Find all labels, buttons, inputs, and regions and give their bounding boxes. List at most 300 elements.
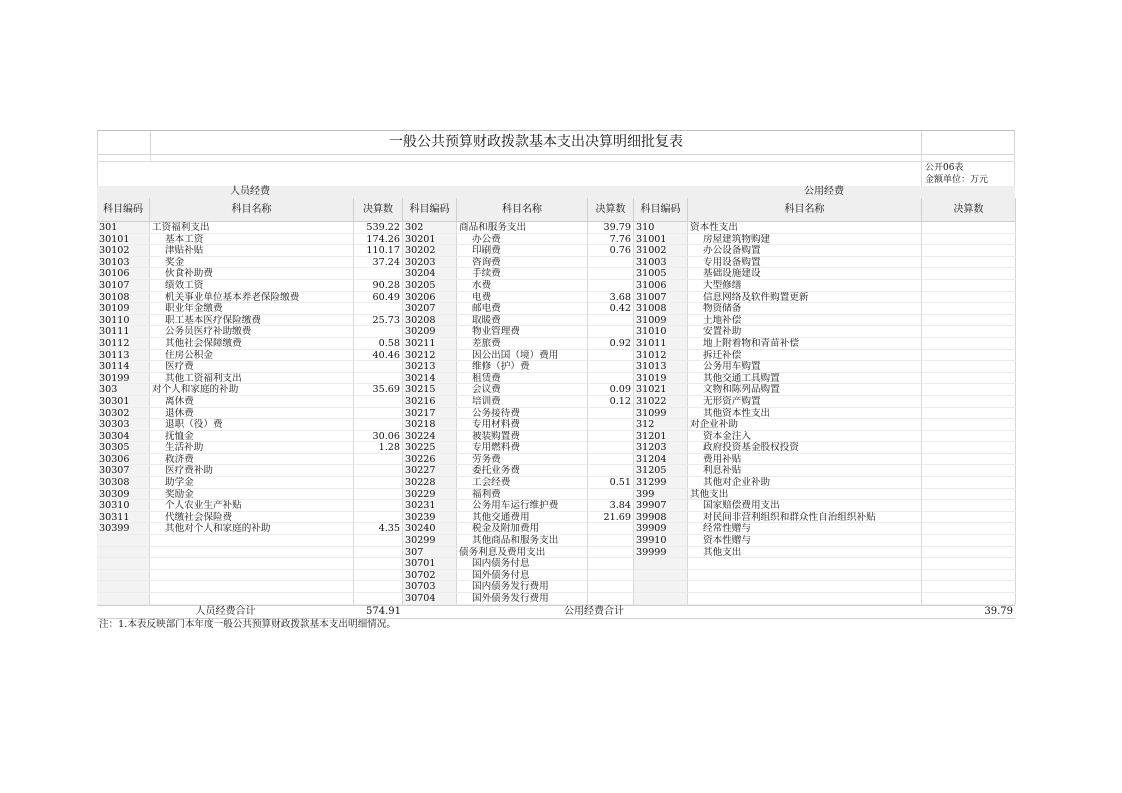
amount-cell <box>922 373 1016 385</box>
name-cell: 其他交通费用 <box>457 512 588 524</box>
code-cell: 30199 <box>97 373 150 385</box>
amount-cell <box>922 523 1016 535</box>
amount-cell <box>588 315 634 327</box>
amount-cell <box>588 326 634 338</box>
name-cell: 职工基本医疗保险缴费 <box>150 315 354 327</box>
name-cell: 无形资产购置 <box>688 396 922 408</box>
code-cell: 30307 <box>97 465 150 477</box>
code-cell: 30101 <box>97 234 150 246</box>
code-cell: 30208 <box>403 315 457 327</box>
name-cell: 国家赔偿费用支出 <box>688 500 922 512</box>
name-cell: 其他支出 <box>688 489 922 501</box>
amount-cell: 539.22 <box>354 222 403 234</box>
table-number: 公开06表 <box>921 162 1015 174</box>
code-cell: 30239 <box>403 512 457 524</box>
name-cell: 抚恤金 <box>150 431 354 443</box>
code-cell: 30228 <box>403 477 457 489</box>
amount-cell <box>588 465 634 477</box>
code-cell: 30303 <box>97 419 150 431</box>
amount-cell <box>354 373 403 385</box>
name-cell: 绩效工资 <box>150 280 354 292</box>
name-cell: 退职（役）费 <box>150 419 354 431</box>
name-cell <box>150 535 354 547</box>
amount-cell <box>922 547 1016 559</box>
spacer-row <box>97 154 1015 162</box>
code-cell: 30114 <box>97 361 150 373</box>
code-cell: 30108 <box>97 292 150 304</box>
name-cell: 住房公积金 <box>150 350 354 362</box>
name-cell: 债务利息及费用支出 <box>457 547 588 559</box>
name-cell: 对民间非营利组织和群众性自治组织补贴 <box>688 512 922 524</box>
amount-cell: 0.42 <box>588 303 634 315</box>
name-cell: 津贴补贴 <box>150 245 354 257</box>
page-title: 一般公共预算财政拨款基本支出决算明细批复表 <box>150 131 921 155</box>
code-cell: 31007 <box>634 292 688 304</box>
code-cell: 30217 <box>403 408 457 420</box>
name-cell: 奖金 <box>150 257 354 269</box>
name-cell <box>150 570 354 582</box>
code-cell: 39907 <box>634 500 688 512</box>
amount-cell <box>588 547 634 559</box>
header-code-3: 科目编码 <box>634 198 688 222</box>
footnote: 注：1.本表反映部门本年度一般公共预算财政拨款基本支出明细情况。 <box>99 618 396 630</box>
code-cell: 31002 <box>634 245 688 257</box>
name-cell: 福利费 <box>457 489 588 501</box>
name-cell: 国外债务发行费用 <box>457 593 588 605</box>
name-cell: 水费 <box>457 280 588 292</box>
code-cell: 30201 <box>403 234 457 246</box>
name-cell: 维修（护）费 <box>457 361 588 373</box>
amount-cell <box>354 547 403 559</box>
name-cell: 退休费 <box>150 408 354 420</box>
name-cell: 其他支出 <box>688 547 922 559</box>
amount-cell: 4.35 <box>354 523 403 535</box>
name-cell: 国内债务付息 <box>457 558 588 570</box>
code-cell: 30206 <box>403 292 457 304</box>
code-cell: 31201 <box>634 431 688 443</box>
name-cell: 资本金注入 <box>688 431 922 443</box>
amount-cell <box>588 350 634 362</box>
amount-cell <box>588 570 634 582</box>
amount-cell: 0.09 <box>588 384 634 396</box>
name-cell: 其他交通工具购置 <box>688 373 922 385</box>
amount-cell <box>354 419 403 431</box>
name-cell: 租赁费 <box>457 373 588 385</box>
code-cell: 31009 <box>634 315 688 327</box>
code-cell: 312 <box>634 419 688 431</box>
amount-cell <box>588 408 634 420</box>
amount-cell <box>922 477 1016 489</box>
code-cell: 30311 <box>97 512 150 524</box>
code-cell: 31203 <box>634 442 688 454</box>
name-cell: 离休费 <box>150 396 354 408</box>
amount-cell <box>588 535 634 547</box>
code-cell: 30111 <box>97 326 150 338</box>
code-cell: 30218 <box>403 419 457 431</box>
name-cell: 工会经费 <box>457 477 588 489</box>
group-header-row <box>97 186 1015 198</box>
name-cell <box>150 593 354 605</box>
amount-cell <box>588 431 634 443</box>
name-cell <box>150 581 354 593</box>
totals-row <box>97 605 1015 619</box>
code-cell: 30399 <box>97 523 150 535</box>
code-cell: 30304 <box>97 431 150 443</box>
header-name-2: 科目名称 <box>457 198 588 222</box>
code-cell: 30227 <box>403 465 457 477</box>
name-cell <box>150 558 354 570</box>
name-cell: 大型修缮 <box>688 280 922 292</box>
amount-cell <box>354 361 403 373</box>
name-cell: 专用材料费 <box>457 419 588 431</box>
amount-cell <box>588 593 634 605</box>
amount-cell <box>922 431 1016 443</box>
code-cell: 31006 <box>634 280 688 292</box>
name-cell: 差旅费 <box>457 338 588 350</box>
amount-cell <box>354 535 403 547</box>
amount-cell <box>588 558 634 570</box>
name-cell: 其他工资福利支出 <box>150 373 354 385</box>
code-cell: 31003 <box>634 257 688 269</box>
amount-cell: 40.46 <box>354 350 403 362</box>
code-cell <box>634 570 688 582</box>
code-cell: 30308 <box>97 477 150 489</box>
code-cell <box>634 558 688 570</box>
amount-cell: 0.51 <box>588 477 634 489</box>
amount-cell: 0.58 <box>354 338 403 350</box>
name-cell: 国内债务发行费用 <box>457 581 588 593</box>
public-total-label: 公用经费合计 <box>564 605 624 617</box>
amount-cell <box>588 268 634 280</box>
code-cell: 31001 <box>634 234 688 246</box>
name-cell: 职业年金缴费 <box>150 303 354 315</box>
code-cell: 30240 <box>403 523 457 535</box>
amount-cell: 39.79 <box>588 222 634 234</box>
personnel-total-label: 人员经费合计 <box>195 605 256 617</box>
name-cell: 房屋建筑物购建 <box>688 234 922 246</box>
code-cell: 30204 <box>403 268 457 280</box>
header-amount-1: 决算数 <box>354 198 403 222</box>
code-cell: 30225 <box>403 442 457 454</box>
code-cell: 30110 <box>97 315 150 327</box>
amount-cell: 35.69 <box>354 384 403 396</box>
code-cell: 30205 <box>403 280 457 292</box>
name-cell: 办公费 <box>457 234 588 246</box>
code-cell: 31008 <box>634 303 688 315</box>
header-amount-3: 决算数 <box>922 198 1016 222</box>
name-cell: 机关事业单位基本养老保险缴费 <box>150 292 354 304</box>
amount-cell <box>922 268 1016 280</box>
name-cell: 邮电费 <box>457 303 588 315</box>
amount-cell <box>588 361 634 373</box>
code-cell <box>97 558 150 570</box>
code-cell: 30102 <box>97 245 150 257</box>
name-cell: 劳务费 <box>457 454 588 466</box>
code-cell <box>634 593 688 605</box>
name-cell: 奖励金 <box>150 489 354 501</box>
code-cell <box>97 581 150 593</box>
name-cell: 其他对个人和家庭的补助 <box>150 523 354 535</box>
amount-cell <box>922 396 1016 408</box>
amount-cell <box>922 361 1016 373</box>
code-cell: 39908 <box>634 512 688 524</box>
amount-cell <box>588 489 634 501</box>
amount-cell <box>922 350 1016 362</box>
amount-cell <box>922 442 1016 454</box>
name-cell: 对企业补助 <box>688 419 922 431</box>
code-cell: 30302 <box>97 408 150 420</box>
code-cell: 30214 <box>403 373 457 385</box>
name-cell: 地上附着物和青苗补偿 <box>688 338 922 350</box>
amount-cell <box>922 326 1016 338</box>
name-cell: 利息补贴 <box>688 465 922 477</box>
name-cell: 伙食补助费 <box>150 268 354 280</box>
code-cell: 30207 <box>403 303 457 315</box>
name-cell: 救济费 <box>150 454 354 466</box>
header-name-3: 科目名称 <box>688 198 922 222</box>
name-cell <box>688 558 922 570</box>
amount-cell: 25.73 <box>354 315 403 327</box>
code-cell: 30310 <box>97 500 150 512</box>
code-cell: 399 <box>634 489 688 501</box>
name-cell: 基本工资 <box>150 234 354 246</box>
amount-cell <box>922 570 1016 582</box>
code-cell: 30703 <box>403 581 457 593</box>
group-personnel: 人员经费 <box>230 186 270 197</box>
name-cell: 生活补助 <box>150 442 354 454</box>
code-cell: 31019 <box>634 373 688 385</box>
group-public: 公用经费 <box>804 186 844 197</box>
amount-cell <box>922 292 1016 304</box>
name-cell: 拆迁补偿 <box>688 350 922 362</box>
title-row <box>97 130 1015 154</box>
amount-cell <box>354 581 403 593</box>
amount-cell <box>922 245 1016 257</box>
name-cell: 信息网络及软件购置更新 <box>688 292 922 304</box>
amount-cell: 0.92 <box>588 338 634 350</box>
code-cell: 30212 <box>403 350 457 362</box>
name-cell <box>688 581 922 593</box>
name-cell: 会议费 <box>457 384 588 396</box>
amount-cell <box>588 454 634 466</box>
unit-row <box>97 174 1015 186</box>
name-cell: 工资福利支出 <box>150 222 354 234</box>
amount-cell <box>922 535 1016 547</box>
amount-cell <box>354 465 403 477</box>
public-total-value: 39.79 <box>984 605 1013 617</box>
amount-cell <box>922 489 1016 501</box>
amount-cell: 3.68 <box>588 292 634 304</box>
detail-table <box>97 198 1015 605</box>
name-cell: 土地补偿 <box>688 315 922 327</box>
amount-cell <box>588 257 634 269</box>
amount-cell <box>354 500 403 512</box>
amount-cell <box>922 280 1016 292</box>
name-cell: 印刷费 <box>457 245 588 257</box>
name-cell: 资本性赠与 <box>688 535 922 547</box>
name-cell: 因公出国（境）费用 <box>457 350 588 362</box>
amount-cell: 3.84 <box>588 500 634 512</box>
name-cell: 其他对企业补助 <box>688 477 922 489</box>
amount-cell <box>922 408 1016 420</box>
code-cell: 39910 <box>634 535 688 547</box>
name-cell: 文物和陈列品购置 <box>688 384 922 396</box>
name-cell: 资本性支出 <box>688 222 922 234</box>
code-cell: 31013 <box>634 361 688 373</box>
header-code-2: 科目编码 <box>403 198 457 222</box>
amount-cell <box>922 338 1016 350</box>
amount-cell <box>922 419 1016 431</box>
code-cell <box>97 535 150 547</box>
code-cell: 30226 <box>403 454 457 466</box>
amount-cell: 60.49 <box>354 292 403 304</box>
code-cell: 31021 <box>634 384 688 396</box>
code-cell: 301 <box>97 222 150 234</box>
code-cell: 30702 <box>403 570 457 582</box>
name-cell: 医疗费 <box>150 361 354 373</box>
code-cell: 303 <box>97 384 150 396</box>
code-cell: 31012 <box>634 350 688 362</box>
code-cell: 31010 <box>634 326 688 338</box>
amount-cell <box>354 326 403 338</box>
name-cell: 办公设备购置 <box>688 245 922 257</box>
amount-cell: 7.76 <box>588 234 634 246</box>
amount-cell <box>588 280 634 292</box>
meta-row <box>97 162 1015 174</box>
code-cell: 30305 <box>97 442 150 454</box>
name-cell: 其他商品和服务支出 <box>457 535 588 547</box>
code-cell: 30231 <box>403 500 457 512</box>
amount-cell <box>922 593 1016 605</box>
code-cell: 30215 <box>403 384 457 396</box>
code-cell: 30701 <box>403 558 457 570</box>
name-cell: 电费 <box>457 292 588 304</box>
code-cell: 30109 <box>97 303 150 315</box>
name-cell: 取暖费 <box>457 315 588 327</box>
code-cell: 310 <box>634 222 688 234</box>
amount-cell <box>354 570 403 582</box>
code-cell: 39999 <box>634 547 688 559</box>
code-cell: 39909 <box>634 523 688 535</box>
amount-cell <box>922 512 1016 524</box>
name-cell: 费用补贴 <box>688 454 922 466</box>
code-cell: 30112 <box>97 338 150 350</box>
code-cell: 31005 <box>634 268 688 280</box>
personnel-total-value: 574.91 <box>366 605 401 617</box>
code-cell: 30299 <box>403 535 457 547</box>
approval-sheet <box>97 130 1015 631</box>
header-name-1: 科目名称 <box>150 198 354 222</box>
amount-cell: 110.17 <box>354 245 403 257</box>
amount-cell <box>588 419 634 431</box>
name-cell: 公务员医疗补助缴费 <box>150 326 354 338</box>
amount-cell <box>588 373 634 385</box>
name-cell: 基础设施建设 <box>688 268 922 280</box>
amount-cell <box>922 315 1016 327</box>
amount-cell <box>354 268 403 280</box>
amount-cell <box>922 581 1016 593</box>
code-cell: 30224 <box>403 431 457 443</box>
amount-cell <box>354 408 403 420</box>
name-cell: 其他社会保障缴费 <box>150 338 354 350</box>
name-cell: 个人农业生产补贴 <box>150 500 354 512</box>
code-cell <box>634 581 688 593</box>
amount-cell <box>354 477 403 489</box>
name-cell: 咨询费 <box>457 257 588 269</box>
code-cell: 30203 <box>403 257 457 269</box>
code-cell <box>97 547 150 559</box>
code-cell: 30704 <box>403 593 457 605</box>
header-amount-2: 决算数 <box>588 198 634 222</box>
amount-cell <box>354 512 403 524</box>
name-cell: 代缴社会保险费 <box>150 512 354 524</box>
amount-cell: 30.06 <box>354 431 403 443</box>
amount-cell <box>922 303 1016 315</box>
amount-cell: 90.28 <box>354 280 403 292</box>
amount-cell <box>922 384 1016 396</box>
name-cell <box>688 570 922 582</box>
amount-cell <box>354 454 403 466</box>
name-cell: 政府投资基金股权投资 <box>688 442 922 454</box>
code-cell <box>97 570 150 582</box>
code-cell: 30309 <box>97 489 150 501</box>
name-cell: 医疗费补助 <box>150 465 354 477</box>
amount-cell <box>922 558 1016 570</box>
name-cell: 专用设备购置 <box>688 257 922 269</box>
name-cell: 经常性赠与 <box>688 523 922 535</box>
code-cell: 307 <box>403 547 457 559</box>
code-cell: 31205 <box>634 465 688 477</box>
amount-cell <box>354 303 403 315</box>
name-cell: 委托业务费 <box>457 465 588 477</box>
amount-cell: 1.28 <box>354 442 403 454</box>
code-cell: 30202 <box>403 245 457 257</box>
name-cell: 对个人和家庭的补助 <box>150 384 354 396</box>
header-code-1: 科目编码 <box>97 198 150 222</box>
name-cell: 其他资本性支出 <box>688 408 922 420</box>
code-cell: 30209 <box>403 326 457 338</box>
amount-cell: 0.12 <box>588 396 634 408</box>
amount-cell <box>354 489 403 501</box>
amount-cell <box>354 396 403 408</box>
name-cell <box>688 593 922 605</box>
name-cell <box>150 547 354 559</box>
amount-unit: 金额单位：万元 <box>921 174 1015 186</box>
name-cell: 公务接待费 <box>457 408 588 420</box>
amount-cell: 174.26 <box>354 234 403 246</box>
code-cell: 31204 <box>634 454 688 466</box>
amount-cell <box>922 500 1016 512</box>
code-cell <box>97 593 150 605</box>
name-cell: 国外债务付息 <box>457 570 588 582</box>
code-cell: 31011 <box>634 338 688 350</box>
code-cell: 30113 <box>97 350 150 362</box>
code-cell: 30106 <box>97 268 150 280</box>
code-cell: 30103 <box>97 257 150 269</box>
amount-cell <box>354 593 403 605</box>
name-cell: 手续费 <box>457 268 588 280</box>
name-cell: 公务用车购置 <box>688 361 922 373</box>
code-cell: 30306 <box>97 454 150 466</box>
amount-cell: 37.24 <box>354 257 403 269</box>
code-cell: 30213 <box>403 361 457 373</box>
name-cell: 专用燃料费 <box>457 442 588 454</box>
amount-cell <box>922 454 1016 466</box>
name-cell: 公务用车运行维护费 <box>457 500 588 512</box>
code-cell: 30216 <box>403 396 457 408</box>
amount-cell <box>922 257 1016 269</box>
code-cell: 31022 <box>634 396 688 408</box>
